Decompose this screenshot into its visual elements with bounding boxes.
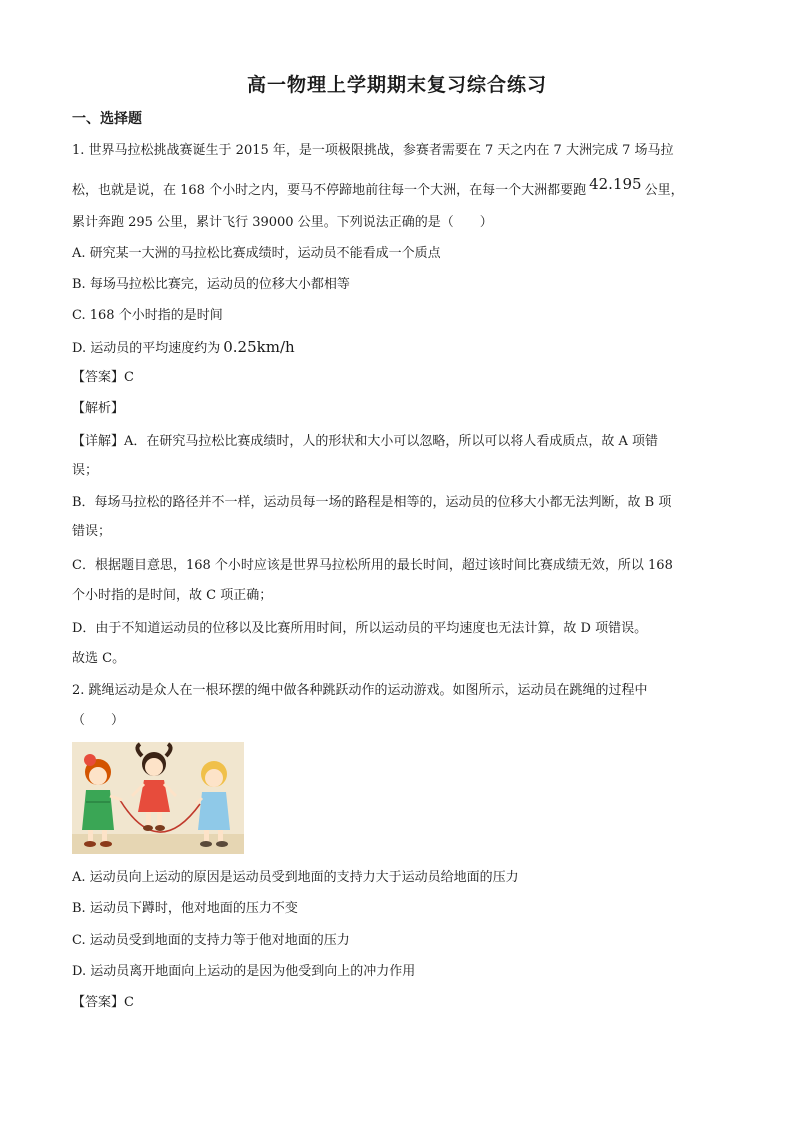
q1-detail-line7: D．由于不知道运动员的位移以及比赛所用时间，所以运动员的平均速度也无法计算，故 D 项错误。 <box>72 621 648 636</box>
q2-option-a: A. 运动员向上运动的原因是运动员受到地面的支持力大于运动员给地面的压力 <box>72 870 519 885</box>
q1-stem-line3: 累计奔跑 295 公里，累计飞行 39000 公里。下列说法正确的是（ ） <box>72 215 493 230</box>
q1-detail-line6: 个小时指的是时间，故 C 项正确； <box>72 588 273 603</box>
q1-option-d <box>72 338 295 358</box>
q2-answer-value: C <box>124 995 134 1010</box>
q1-detail-line5: C．根据题目意思，168 个小时应该是世界马拉松所用的最长时间，超过该时间比赛成绩无效，所以 168 <box>72 558 673 573</box>
q1-conclusion: 故选 C。 <box>72 651 126 666</box>
q2-option-b: B. 运动员下蹲时，他对地面的压力不变 <box>72 901 298 916</box>
q1-answer-value: C <box>124 370 134 385</box>
q1-stem-line2-text: 松，也就是说，在 168 个小时之内，要马不停蹄地前往每一个大洲，在每一个大洲都要跑 <box>72 183 587 198</box>
section-heading: 一、选择题 <box>72 111 142 127</box>
q1-analysis-label: 【解析】 <box>72 401 125 416</box>
jump-rope-illustration <box>72 742 244 854</box>
q1-option-c: C. 168 个小时指的是时间 <box>72 308 223 323</box>
q2-answer-label: 【答案】 <box>72 995 125 1010</box>
q1-option-a: A. 研究某一大洲的马拉松比赛成绩时，运动员不能看成一个质点 <box>72 246 441 261</box>
document-title: 高一物理上学期期末复习综合练习 <box>246 74 547 96</box>
q1-detail-line1: 【详解】A．在研究马拉松比赛成绩时，人的形状和大小可以忽略，所以可以将人看成质点，故 A 项错 <box>72 434 659 449</box>
q1-stem-line2 <box>72 175 684 200</box>
q2-stem-line1: 2. 跳绳运动是众人在一根环摆的绳中做各种跳跃动作的运动游戏。如图所示，运动员在跳绳的过程中 <box>72 683 648 698</box>
q1-stem-line2-unit: 公里， <box>644 183 684 198</box>
q1-detail-line4: 错误； <box>72 524 112 539</box>
q2-stem-line2: （ ） <box>72 713 125 728</box>
q1-option-d-text: D. 运动员的平均速度约为 <box>72 341 221 356</box>
q1-detail-line2: 误； <box>72 463 99 478</box>
q1-detail-line3: B．每场马拉松的路径并不一样，运动员每一场的路程是相等的，运动员的位移大小都无法判断，故 B 项 <box>72 495 672 510</box>
q1-distance-value: 42.195 <box>589 175 642 193</box>
q1-answer-label: 【答案】 <box>72 370 125 385</box>
jump-rope-drawing <box>72 742 244 854</box>
q1-option-b: B. 每场马拉松比赛完，运动员的位移大小都相等 <box>72 277 350 292</box>
q2-option-c: C. 运动员受到地面的支持力等于他对地面的压力 <box>72 933 350 948</box>
q2-option-d: D. 运动员离开地面向上运动的是因为他受到向上的冲力作用 <box>72 964 416 979</box>
q2-answer <box>72 994 134 1012</box>
q1-answer <box>72 369 134 387</box>
q1-option-d-value: 0.25km/h <box>223 338 295 356</box>
q1-stem-line1: 1. 世界马拉松挑战赛诞生于 2015 年，是一项极限挑战，参赛者需要在 7 天之内在 7 大洲完成 7 场马拉 <box>72 143 674 158</box>
